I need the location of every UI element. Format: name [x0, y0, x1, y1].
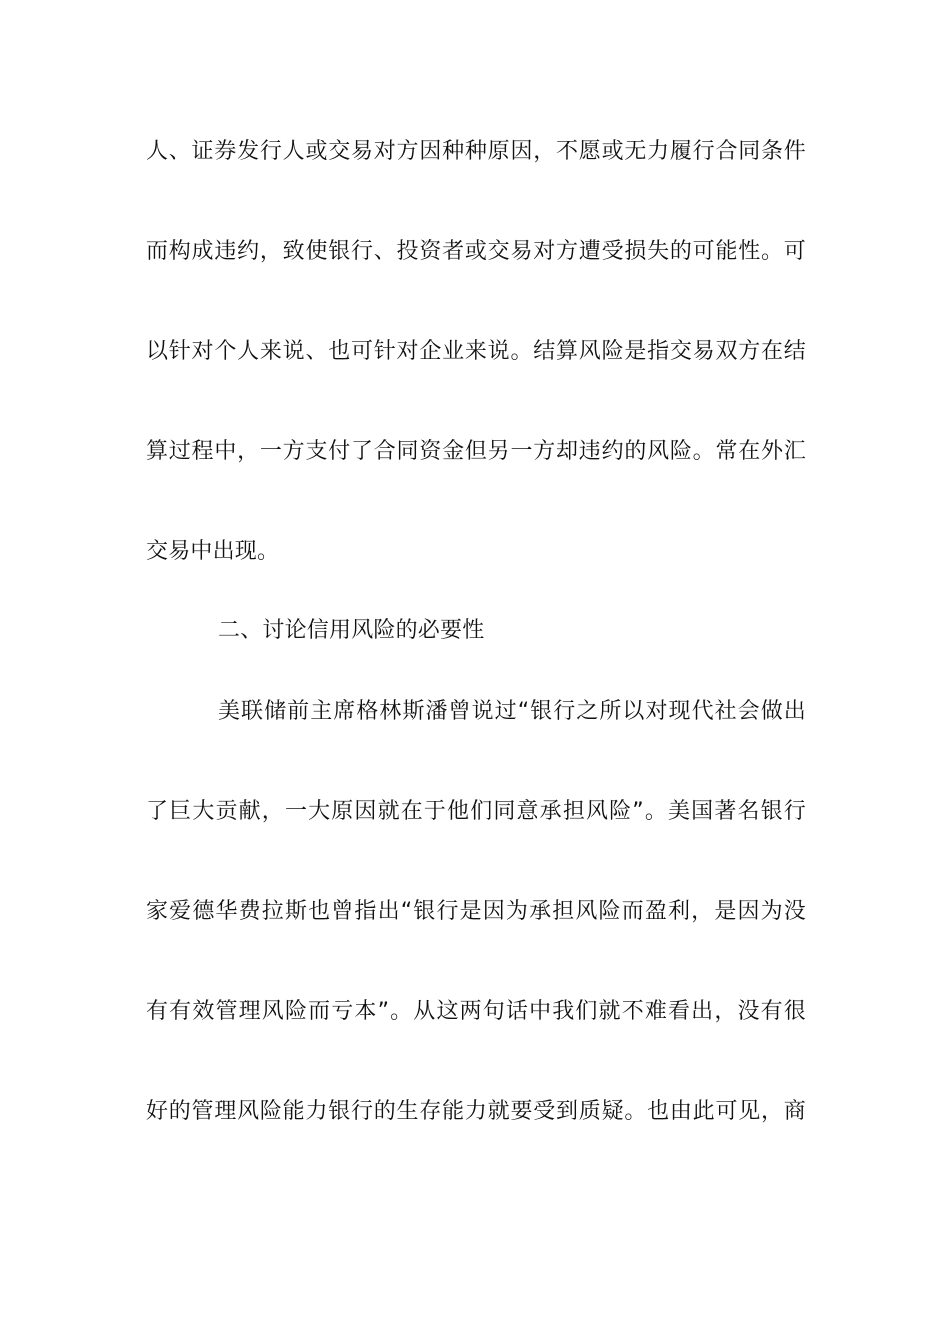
paragraph-line-3: 以针对个人来说、也可针对企业来说。结算风险是指交易双方在结	[146, 339, 806, 364]
paragraph-line-5: 交易中出现。	[146, 539, 280, 564]
paragraph-line-2: 而构成违约，致使银行、投资者或交易对方遭受损失的可能性。可	[146, 239, 806, 264]
paragraph-line-9: 有有效管理风险而亏本”。从这两句话中我们就不难看出，没有很	[146, 999, 806, 1024]
paragraph-line-1: 人、证券发行人或交易对方因种种原因，不愿或无力履行合同条件	[146, 139, 806, 164]
paragraph-line-7: 了巨大贡献，一大原因就在于他们同意承担风险”。美国著名银行	[146, 799, 806, 824]
paragraph-line-4: 算过程中，一方支付了合同资金但另一方却违约的风险。常在外汇	[146, 439, 806, 464]
paragraph-line-8: 家爱德华费拉斯也曾指出“银行是因为承担风险而盈利，是因为没	[146, 899, 806, 924]
section-heading: 二、讨论信用风险的必要性	[218, 618, 485, 643]
paragraph-line-10: 好的管理风险能力银行的生存能力就要受到质疑。也由此可见，商	[146, 1099, 806, 1124]
paragraph-line-6: 美联储前主席格林斯潘曾说过“银行之所以对现代社会做出	[218, 699, 806, 724]
